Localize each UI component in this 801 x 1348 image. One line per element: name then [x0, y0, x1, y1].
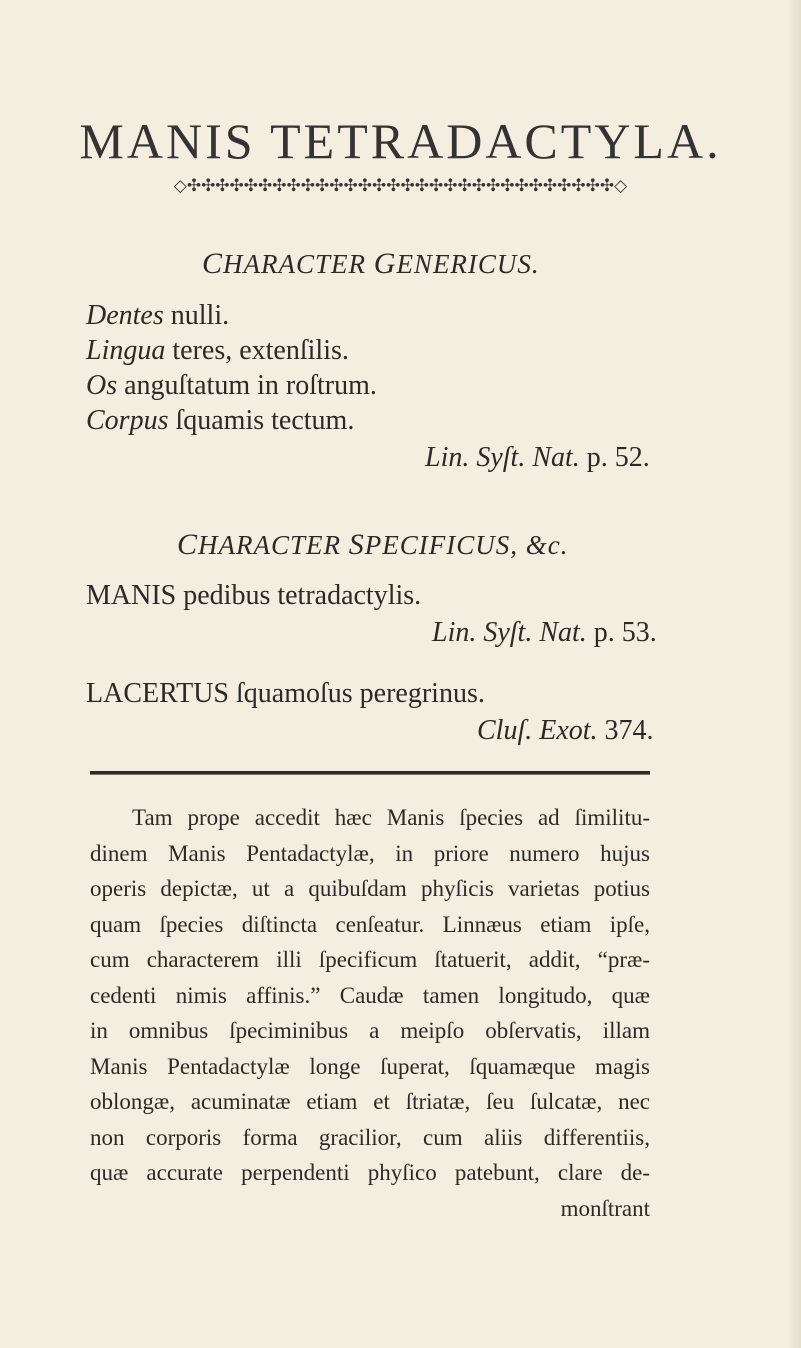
- reference-page: 374.: [597, 715, 654, 746]
- description: pedibus tetradactylis.: [176, 580, 422, 611]
- caps-term: LACERTUS: [86, 678, 229, 709]
- generic-heading-initial-1: C: [202, 247, 224, 280]
- paragraph-catchword: monſtrant: [560, 1195, 650, 1221]
- generic-heading-rest-2: ENERICUS.: [396, 249, 540, 279]
- generic-line-dentes: [86, 300, 229, 332]
- term: Corpus: [86, 405, 169, 436]
- generic-reference: [425, 442, 650, 474]
- description: nulli.: [163, 300, 230, 331]
- body-paragraph: [90, 800, 650, 1226]
- reference-source: Lin. Syſt. Nat.: [432, 617, 587, 648]
- specific-heading: [177, 528, 569, 562]
- paragraph-line: oblongæ, acuminatæ etiam et ſtriatæ, ſeu ſulcatæ, nec: [90, 1089, 650, 1114]
- generic-heading: [202, 247, 540, 281]
- paragraph-line: Manis Pentadactylæ longe ſuperat, ſquamæque magis: [90, 1053, 650, 1079]
- page-edge-shadow: [787, 0, 801, 1348]
- reference-page: p. 52.: [579, 442, 650, 473]
- caps-term: MANIS: [86, 580, 177, 611]
- description: ſquamoſus peregrinus.: [229, 678, 485, 709]
- generic-line-lingua: [86, 335, 349, 367]
- specific-heading-initial-2: S: [348, 528, 365, 561]
- reference-source: Lin. Syſt. Nat.: [425, 442, 580, 473]
- generic-heading-rest-1: HARACTER: [223, 249, 374, 279]
- reference-page: p. 53.: [586, 617, 657, 648]
- description: ſquamis tectum.: [168, 405, 355, 436]
- paragraph-line: cum characterem illi ſpecificum ſtatuerit, addit, “præ-: [90, 947, 650, 972]
- paragraph-line: cedenti nimis affinis.” Caudæ tamen longitudo, quæ: [90, 982, 650, 1008]
- specific-reference-linnaeus: [432, 617, 657, 649]
- specific-line-lacertus: [86, 678, 485, 710]
- paragraph-line: non corporis forma gracilior, cum aliis differentiis,: [90, 1124, 650, 1150]
- description: anguſtatum in roſtrum.: [117, 370, 377, 401]
- decorative-ornament-rule: ◇✣✣✣✣✣✣✣✣✣✣✣✣✣✣✣✣✣✣✣✣✣✣✣✣✣✣✣✣✣✣◇: [173, 176, 628, 195]
- paragraph-line: quæ accurate perpendenti phyſico patebunt, clare de-: [90, 1160, 650, 1185]
- generic-line-os: [86, 370, 377, 402]
- reference-source: Cluſ. Exot.: [477, 715, 598, 746]
- specific-heading-etc: &c.: [525, 530, 569, 560]
- paragraph-line: quam ſpecies diſtincta cenſeatur. Linnæus etiam ipſe,: [90, 911, 650, 937]
- term: Lingua: [86, 335, 166, 366]
- term: Dentes: [86, 300, 164, 331]
- paragraph-line: operis depictæ, ut a quibuſdam phyſicis varietas potius: [90, 876, 650, 901]
- specific-heading-rest-1: HARACTER: [198, 530, 349, 560]
- specific-heading-rest-2: PECIFICUS,: [364, 530, 526, 560]
- paragraph-line: dinem Manis Pentadactylæ, in priore numero hujus: [90, 840, 650, 866]
- generic-line-corpus: [86, 405, 354, 437]
- paragraph-line: in omnibus ſpeciminibus a meipſo obſervatis, illam: [90, 1018, 650, 1043]
- specific-heading-initial-1: C: [177, 528, 199, 561]
- page-title: MANIS TETRADACTYLA.: [79, 113, 722, 169]
- specific-reference-clusius: [477, 715, 654, 747]
- generic-heading-initial-2: G: [373, 247, 397, 280]
- specific-line-manis: [86, 580, 421, 612]
- term: Os: [86, 370, 118, 401]
- paragraph-line: Tam prope accedit hæc Manis ſpecies ad ſimilitu-: [132, 805, 650, 830]
- description: teres, extenſilis.: [165, 335, 349, 366]
- section-divider: [90, 771, 650, 775]
